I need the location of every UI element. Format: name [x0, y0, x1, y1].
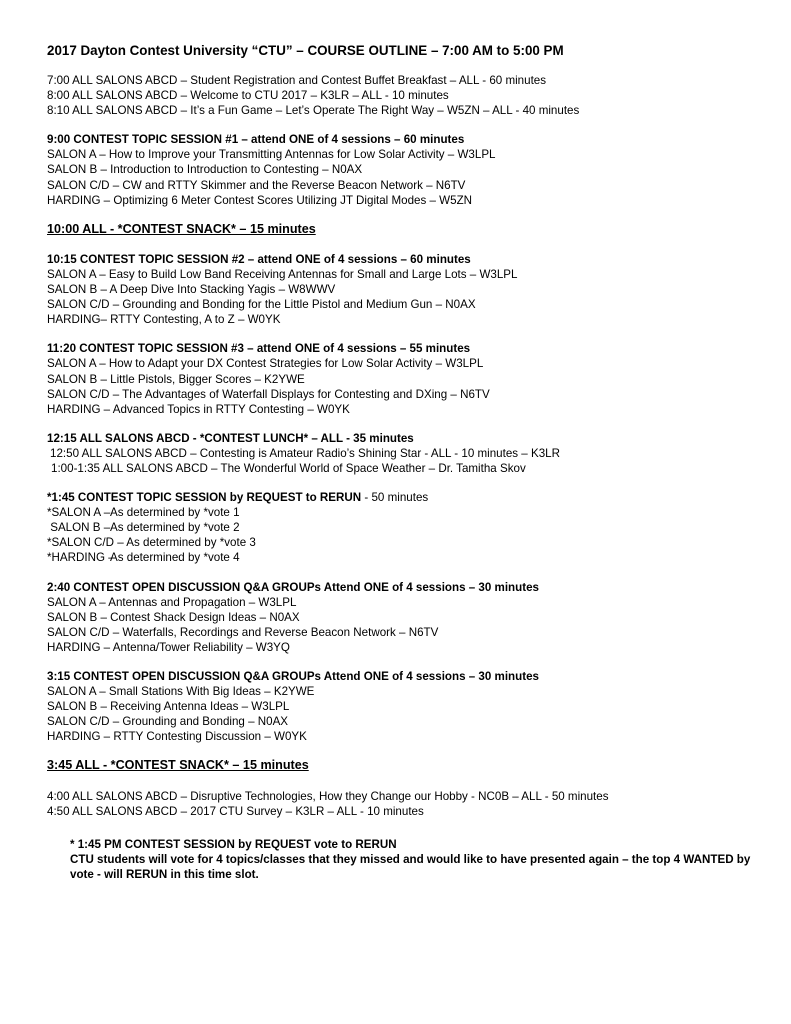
schedule-line: 4:50 ALL SALONS ABCD – 2017 CTU Survey – K3LR – ALL - 10 minutes — [47, 804, 424, 818]
rerun-text: As determined by *vote 4 — [110, 551, 240, 565]
snack-heading-2: 3:45 ALL - *CONTEST SNACK* – 15 minutes — [47, 758, 309, 773]
session-line: HARDING – Optimizing 6 Meter Contest Scores Utilizing JT Digital Modes – W5ZN — [47, 193, 473, 207]
page-title: 2017 Dayton Contest University “CTU” – COURSE OUTLINE – 7:00 AM to 5:00 PM — [47, 43, 564, 58]
schedule-line: 7:00 ALL SALONS ABCD – Student Registration and Contest Buffet Breakfast – ALL - 60 minutes — [47, 74, 547, 87]
qa-1-block — [47, 580, 757, 655]
session-line: SALON A – How to Adapt your DX Contest Strategies for Low Solar Activity – W3LPL — [47, 357, 484, 371]
rerun-line — [47, 520, 757, 535]
snack-heading-1: 10:00 ALL - *CONTEST SNACK* – 15 minutes — [47, 221, 316, 236]
schedule-line: 8:00 ALL SALONS ABCD – Welcome to CTU 2017 – K3LR – ALL - 10 minutes — [47, 89, 449, 103]
rerun-heading-text: *1:45 CONTEST TOPIC SESSION by REQUEST to RERUN — [47, 491, 362, 505]
qa-2-block — [47, 669, 757, 744]
schedule-line: 8:10 ALL SALONS ABCD – It’s a Fun Game – Let’s Operate The Right Way – W5ZN – ALL - 40 minutes — [47, 104, 580, 118]
lunch-line: 12:50 ALL SALONS ABCD – Contesting is Amateur Radio’s Shining Star - ALL - 10 minutes – K3LR — [50, 446, 560, 460]
rerun-duration: - 50 minutes — [361, 491, 429, 505]
session-1-block — [47, 132, 757, 207]
session-line: HARDING – Advanced Topics in RTTY Contesting – W0YK — [47, 402, 350, 416]
rerun-room: *HARDING – — [47, 551, 115, 565]
session-line: SALON B – Introduction to Introduction to Contesting – N0AX — [47, 163, 363, 177]
session-3-block — [47, 341, 757, 416]
rerun-heading — [47, 490, 757, 505]
qa-line: SALON A – Antennas and Propagation – W3LPL — [47, 595, 297, 609]
closing-block — [47, 789, 757, 819]
qa-line: SALON A – Small Stations With Big Ideas – K2YWE — [47, 685, 315, 699]
rerun-block — [47, 490, 757, 565]
session-line: SALON A – Easy to Build Low Band Receiving Antennas for Small and Large Lots – W3LPL — [47, 267, 518, 281]
qa-line: SALON B – Receiving Antenna Ideas – W3LPL — [47, 700, 290, 714]
qa-1-heading: 2:40 CONTEST OPEN DISCUSSION Q&A GROUPs Attend ONE of 4 sessions – 30 minutes — [47, 580, 539, 594]
schedule-line: 4:00 ALL SALONS ABCD – Disruptive Technologies, How they Change our Hobby - NC0B – ALL - 50 minutes — [47, 789, 609, 803]
session-line: SALON A – How to Improve your Transmitting Antennas for Low Solar Activity – W3LPL — [47, 148, 496, 162]
lunch-heading: 12:15 ALL SALONS ABCD - *CONTEST LUNCH* – ALL - 35 minutes — [47, 431, 414, 445]
rerun-room: SALON B – — [47, 521, 111, 535]
session-line: SALON C/D – Grounding and Bonding for the Little Pistol and Medium Gun – N0AX — [47, 298, 476, 312]
footnote-text: CTU students will vote for 4 topics/classes that they missed and would like to have presented again – the top 4 WANTED by vote - will RERUN in this time slot. — [70, 852, 751, 881]
session-line: SALON B – A Deep Dive Into Stacking Yagis – W8WWV — [47, 283, 336, 297]
rerun-room: *SALON C/D – — [47, 536, 124, 550]
qa-2-heading: 3:15 CONTEST OPEN DISCUSSION Q&A GROUPs Attend ONE of 4 sessions – 30 minutes — [47, 670, 539, 683]
rerun-text: As determined by *vote 1 — [110, 506, 240, 520]
qa-line: SALON C/D – Grounding and Bonding – N0AX — [47, 715, 289, 729]
session-line: HARDING– RTTY Contesting, A to Z – W0YK — [47, 313, 281, 327]
session-line: SALON B – Little Pistols, Bigger Scores – K2YWE — [47, 372, 305, 386]
session-line: SALON C/D – CW and RTTY Skimmer and the Reverse Beacon Network – N6TV — [47, 178, 466, 192]
qa-line: SALON C/D – Waterfalls, Recordings and Reverse Beacon Network – N6TV — [47, 625, 439, 639]
rerun-line — [47, 505, 757, 520]
course-outline-document — [47, 43, 757, 882]
opening-block — [47, 73, 757, 118]
session-1-heading: 9:00 CONTEST TOPIC SESSION #1 – attend ONE of 4 sessions – 60 minutes — [47, 133, 465, 147]
session-3-heading: 11:20 CONTEST TOPIC SESSION #3 – attend ONE of 4 sessions – 55 minutes — [47, 342, 471, 356]
session-2-heading: 10:15 CONTEST TOPIC SESSION #2 – attend ONE of 4 sessions – 60 minutes — [47, 252, 471, 266]
session-2-block — [47, 252, 757, 327]
rerun-room: *SALON A – — [47, 506, 111, 520]
lunch-block — [47, 431, 757, 476]
rerun-footnote — [47, 837, 760, 882]
rerun-line — [47, 550, 757, 565]
session-line: SALON C/D – The Advantages of Waterfall Displays for Contesting and DXing – N6TV — [47, 387, 490, 401]
qa-line: HARDING – RTTY Contesting Discussion – W0YK — [47, 730, 307, 744]
qa-line: SALON B – Contest Shack Design Ideas – N0AX — [47, 610, 300, 624]
rerun-line — [47, 535, 757, 550]
rerun-text: As determined by *vote 3 — [126, 536, 256, 550]
rerun-text: As determined by *vote 2 — [110, 521, 240, 535]
lunch-line: 1:00-1:35 ALL SALONS ABCD – The Wonderful World of Space Weather – Dr. Tamitha Skov — [51, 461, 526, 475]
qa-line: HARDING – Antenna/Tower Reliability – W3YQ — [47, 640, 290, 654]
footnote-title: * 1:45 PM CONTEST SESSION by REQUEST vote to RERUN — [70, 837, 397, 851]
